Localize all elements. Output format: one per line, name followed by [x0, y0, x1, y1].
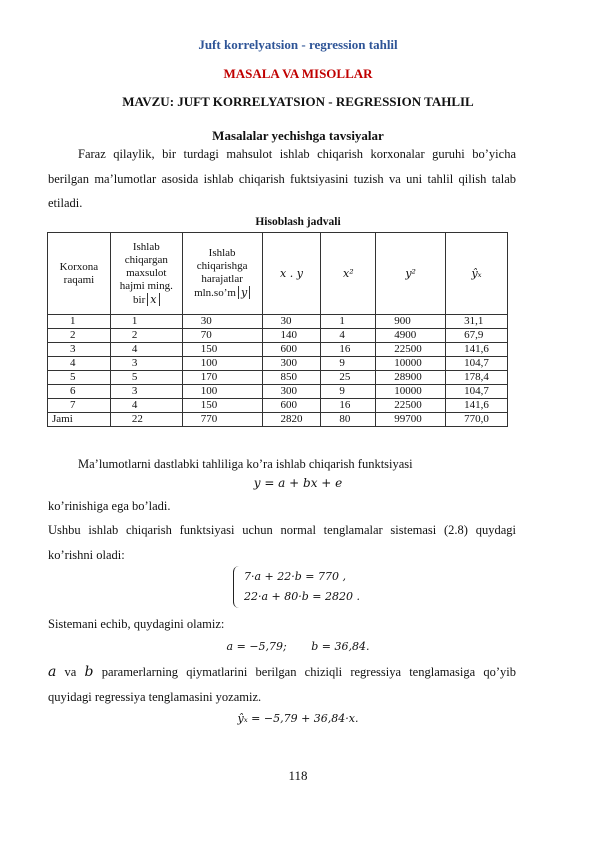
table-cell: 4 — [110, 399, 182, 413]
section-title: MASALA VA MISOLLAR — [223, 66, 373, 81]
symbol-a: a — [48, 664, 57, 680]
table-cell: 25 — [321, 371, 376, 385]
topic-title: MAVZU: JUFT KORRELYATSION - REGRESSION TAHLIL — [122, 94, 474, 109]
table-cell: 178,4 — [446, 371, 508, 385]
table-cell: 3 — [48, 343, 111, 357]
table-row — [48, 371, 508, 385]
form-paragraph: ko’rinishiga ega bo’ladi. — [48, 499, 171, 513]
table-cell: 99700 — [376, 413, 446, 427]
header-output-volume: Ishlab chiqargan maxsulot hajmi ming. bir x — [110, 233, 182, 315]
table-cell: 150 — [182, 343, 262, 357]
calculation-table — [47, 232, 508, 427]
y-symbol: y — [238, 286, 250, 299]
table-cell: 900 — [376, 315, 446, 329]
table-cell: 770,0 — [446, 413, 508, 427]
header-y-squared: y² — [376, 233, 446, 315]
table-cell: 31,1 — [446, 315, 508, 329]
table-cell: 2 — [110, 329, 182, 343]
table-row — [48, 357, 508, 371]
table-cell: 770 — [182, 413, 262, 427]
table-cell: 300 — [262, 357, 321, 371]
function-intro-paragraph: Ma’lumotlarni dastlabki tahliliga ko’ra ishlab chiqarish funktsiyasi — [78, 457, 413, 471]
header-x-squared: x² — [321, 233, 376, 315]
table-cell: 30 — [262, 315, 321, 329]
table-cell: 100 — [182, 385, 262, 399]
table-cell: 1 — [48, 315, 111, 329]
header-production-costs: Ishlab chiqarishga harajatlar mln.so’m y — [182, 233, 262, 315]
regression-equation: ŷₓ = −5,79 + 36,84·x. — [237, 712, 359, 725]
table-cell: Jami — [48, 413, 111, 427]
table-cell: 104,7 — [446, 357, 508, 371]
solution-values: a = −5,79; b = 36,84. — [226, 640, 370, 653]
system-paragraph: Ushbu ishlab chiqarish funktsiyasi uchun normal tenglamalar sistemasi (2.8) quydagi ko’rishni oladi: — [48, 523, 516, 562]
params-paragraph: a va b paramerlarning qiymatlarini berilgan chiziqli regressiya tenglamasiga qo’yib quyidagi regressiya tenglamasini yozamiz. — [48, 664, 516, 704]
solve-paragraph: Sistemani echib, quydagini olamiz: — [48, 617, 225, 631]
table-cell: 10000 — [376, 385, 446, 399]
table-cell: 9 — [321, 357, 376, 371]
table-cell: 10000 — [376, 357, 446, 371]
table-cell: 170 — [182, 371, 262, 385]
table-cell: 150 — [182, 399, 262, 413]
table-cell: 80 — [321, 413, 376, 427]
table-row — [48, 385, 508, 399]
page-number: 118 — [288, 768, 308, 783]
table-total-row — [48, 413, 508, 427]
table-row — [48, 399, 508, 413]
table-caption: Hisoblash jadvali — [255, 216, 341, 228]
table-cell: 600 — [262, 399, 321, 413]
table-cell: 3 — [110, 385, 182, 399]
table-cell: 9 — [321, 385, 376, 399]
table-cell: 67,9 — [446, 329, 508, 343]
system-brace — [233, 566, 242, 608]
table-cell: 5 — [48, 371, 111, 385]
system-equation-2: 22·a + 80·b = 2820 . — [244, 590, 360, 603]
table-cell: 600 — [262, 343, 321, 357]
table-cell: 1 — [110, 315, 182, 329]
table-cell: 30 — [182, 315, 262, 329]
table-cell: 850 — [262, 371, 321, 385]
table-cell: 141,6 — [446, 399, 508, 413]
table-cell: 140 — [262, 329, 321, 343]
table-cell: 28900 — [376, 371, 446, 385]
table-cell: 4 — [48, 357, 111, 371]
running-header: Juft korrelyatsion - regression tahlil — [198, 37, 398, 52]
table-cell: 5 — [110, 371, 182, 385]
table-cell: 104,7 — [446, 385, 508, 399]
symbol-b: b — [84, 664, 94, 680]
table-cell: 3 — [110, 357, 182, 371]
table-cell: 22500 — [376, 343, 446, 357]
table-cell: 300 — [262, 385, 321, 399]
table-cell: 7 — [48, 399, 111, 413]
table-cell: 6 — [48, 385, 111, 399]
header-y-hat: ŷₓ — [446, 233, 508, 315]
table-cell: 2820 — [262, 413, 321, 427]
table-cell: 22 — [110, 413, 182, 427]
intro-paragraph: Faraz qilaylik, bir turdagi mahsulot ishlab chiqarish korxonalar guruhi bo’yicha berilgan ma’lumotlar asosida ishlab chiqarish fuktsiyasini tuzish va uni tahlil qilish talab etiladi. — [48, 147, 516, 210]
x-symbol: x — [147, 293, 159, 306]
table-cell: 4900 — [376, 329, 446, 343]
table-cell: 16 — [321, 399, 376, 413]
table-cell: 4 — [110, 343, 182, 357]
table-cell: 16 — [321, 343, 376, 357]
table-cell: 1 — [321, 315, 376, 329]
table-row — [48, 329, 508, 343]
table-header-row — [48, 233, 508, 315]
table-row — [48, 315, 508, 329]
system-equation-1: 7·a + 22·b = 770 , — [244, 570, 346, 583]
subheading: Masalalar yechishga tavsiyalar — [212, 128, 384, 143]
table-cell: 141,6 — [446, 343, 508, 357]
header-xy: x . y — [262, 233, 321, 315]
function-formula: y = a + bx + e — [253, 476, 343, 490]
table-cell: 4 — [321, 329, 376, 343]
table-cell: 100 — [182, 357, 262, 371]
header-enterprise-number: Korxona raqami — [48, 233, 111, 315]
table-row — [48, 343, 508, 357]
table-cell: 70 — [182, 329, 262, 343]
table-cell: 2 — [48, 329, 111, 343]
table-cell: 22500 — [376, 399, 446, 413]
